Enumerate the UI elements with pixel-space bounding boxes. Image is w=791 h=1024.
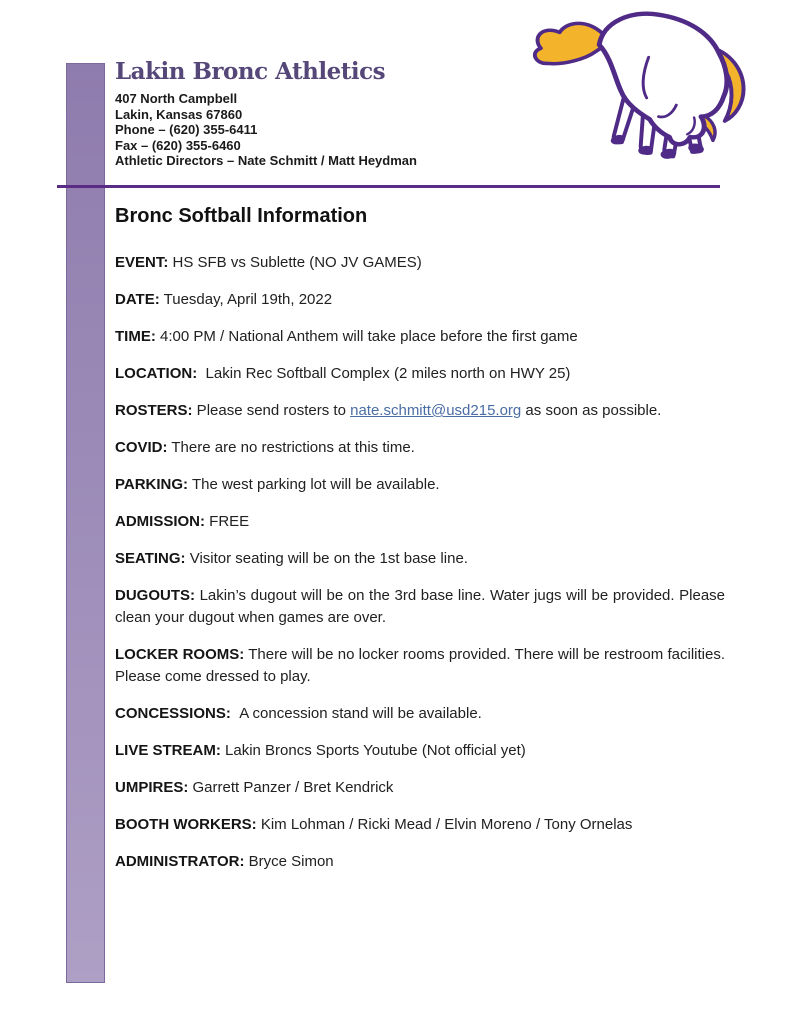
org-name: Lakin Bronc Athletics [115,58,386,85]
page-title: Bronc Softball Information [115,205,368,227]
athletic-directors-line: Athletic Directors – Nate Schmitt / Matt Heydman [115,153,417,169]
info-item: DUGOUTS: Lakin’s dugout will be on the 3rd base line. Water jugs will be provided. Please clean your dugout when games are over. [115,587,725,626]
fax-line: Fax – (620) 355-6460 [115,137,241,153]
info-item: LIVE STREAM: Lakin Broncs Sports Youtube (Not official yet) [115,742,526,759]
info-item: DATE: Tuesday, April 19th, 2022 [115,291,333,308]
info-item: ADMINISTRATOR: Bryce Simon [115,853,334,870]
info-item: EVENT: HS SFB vs Sublette (NO JV GAMES) [115,254,422,271]
left-accent-bar [66,63,105,983]
item-label: TIME: [115,328,156,345]
document-body [115,205,725,888]
item-label: DATE: [115,291,160,308]
info-item: COVID: There are no restrictions at this time. [115,439,415,456]
phone-line: Phone – (620) 355-6411 [115,122,258,138]
info-item: PARKING: The west parking lot will be available. [115,476,440,493]
info-item: BOOTH WORKERS: Kim Lohman / Ricki Mead / Elvin Moreno / Tony Ornelas [115,816,633,833]
item-label: SEATING: [115,550,186,567]
item-label: PARKING: [115,476,189,493]
email-link[interactable]: nate.schmitt@usd215.org [350,402,522,419]
item-label: DUGOUTS: [115,587,195,604]
item-label: UMPIRES: [115,779,189,796]
item-label: LIVE STREAM: [115,742,221,759]
item-label: EVENT: [115,254,169,271]
info-item: SEATING: Visitor seating will be on the 1st base line. [115,550,468,567]
item-label: ADMISSION: [115,513,205,530]
info-item: ADMISSION: FREE [115,513,250,530]
item-label: COVID: [115,439,168,456]
item-label: ADMINISTRATOR: [115,853,245,870]
item-label: LOCKER ROOMS: [115,646,245,663]
header-divider [57,185,720,188]
info-list [115,252,725,873]
info-item: UMPIRES: Garrett Panzer / Bret Kendrick [115,779,394,796]
info-item: LOCKER ROOMS: There will be no locker rooms provided. There will be restroom facilities. Please come dressed to play. [115,646,725,685]
item-label: ROSTERS: [115,402,193,419]
item-label: CONCESSIONS: [115,705,231,722]
info-item: TIME: 4:00 PM / National Anthem will take place before the first game [115,328,578,345]
item-label: BOOTH WORKERS: [115,816,257,833]
letterhead [115,58,595,169]
address-line: Lakin, Kansas 67860 [115,106,243,122]
address-line: 407 North Campbell [115,91,238,106]
info-item: LOCATION: Lakin Rec Softball Complex (2 miles north on HWY 25) [115,365,571,382]
info-item: ROSTERS: Please send rosters to nate.schmitt@usd215.org as soon as possible. [115,402,662,419]
info-item: CONCESSIONS: A concession stand will be available. [115,705,482,722]
item-label: LOCATION: [115,365,198,382]
